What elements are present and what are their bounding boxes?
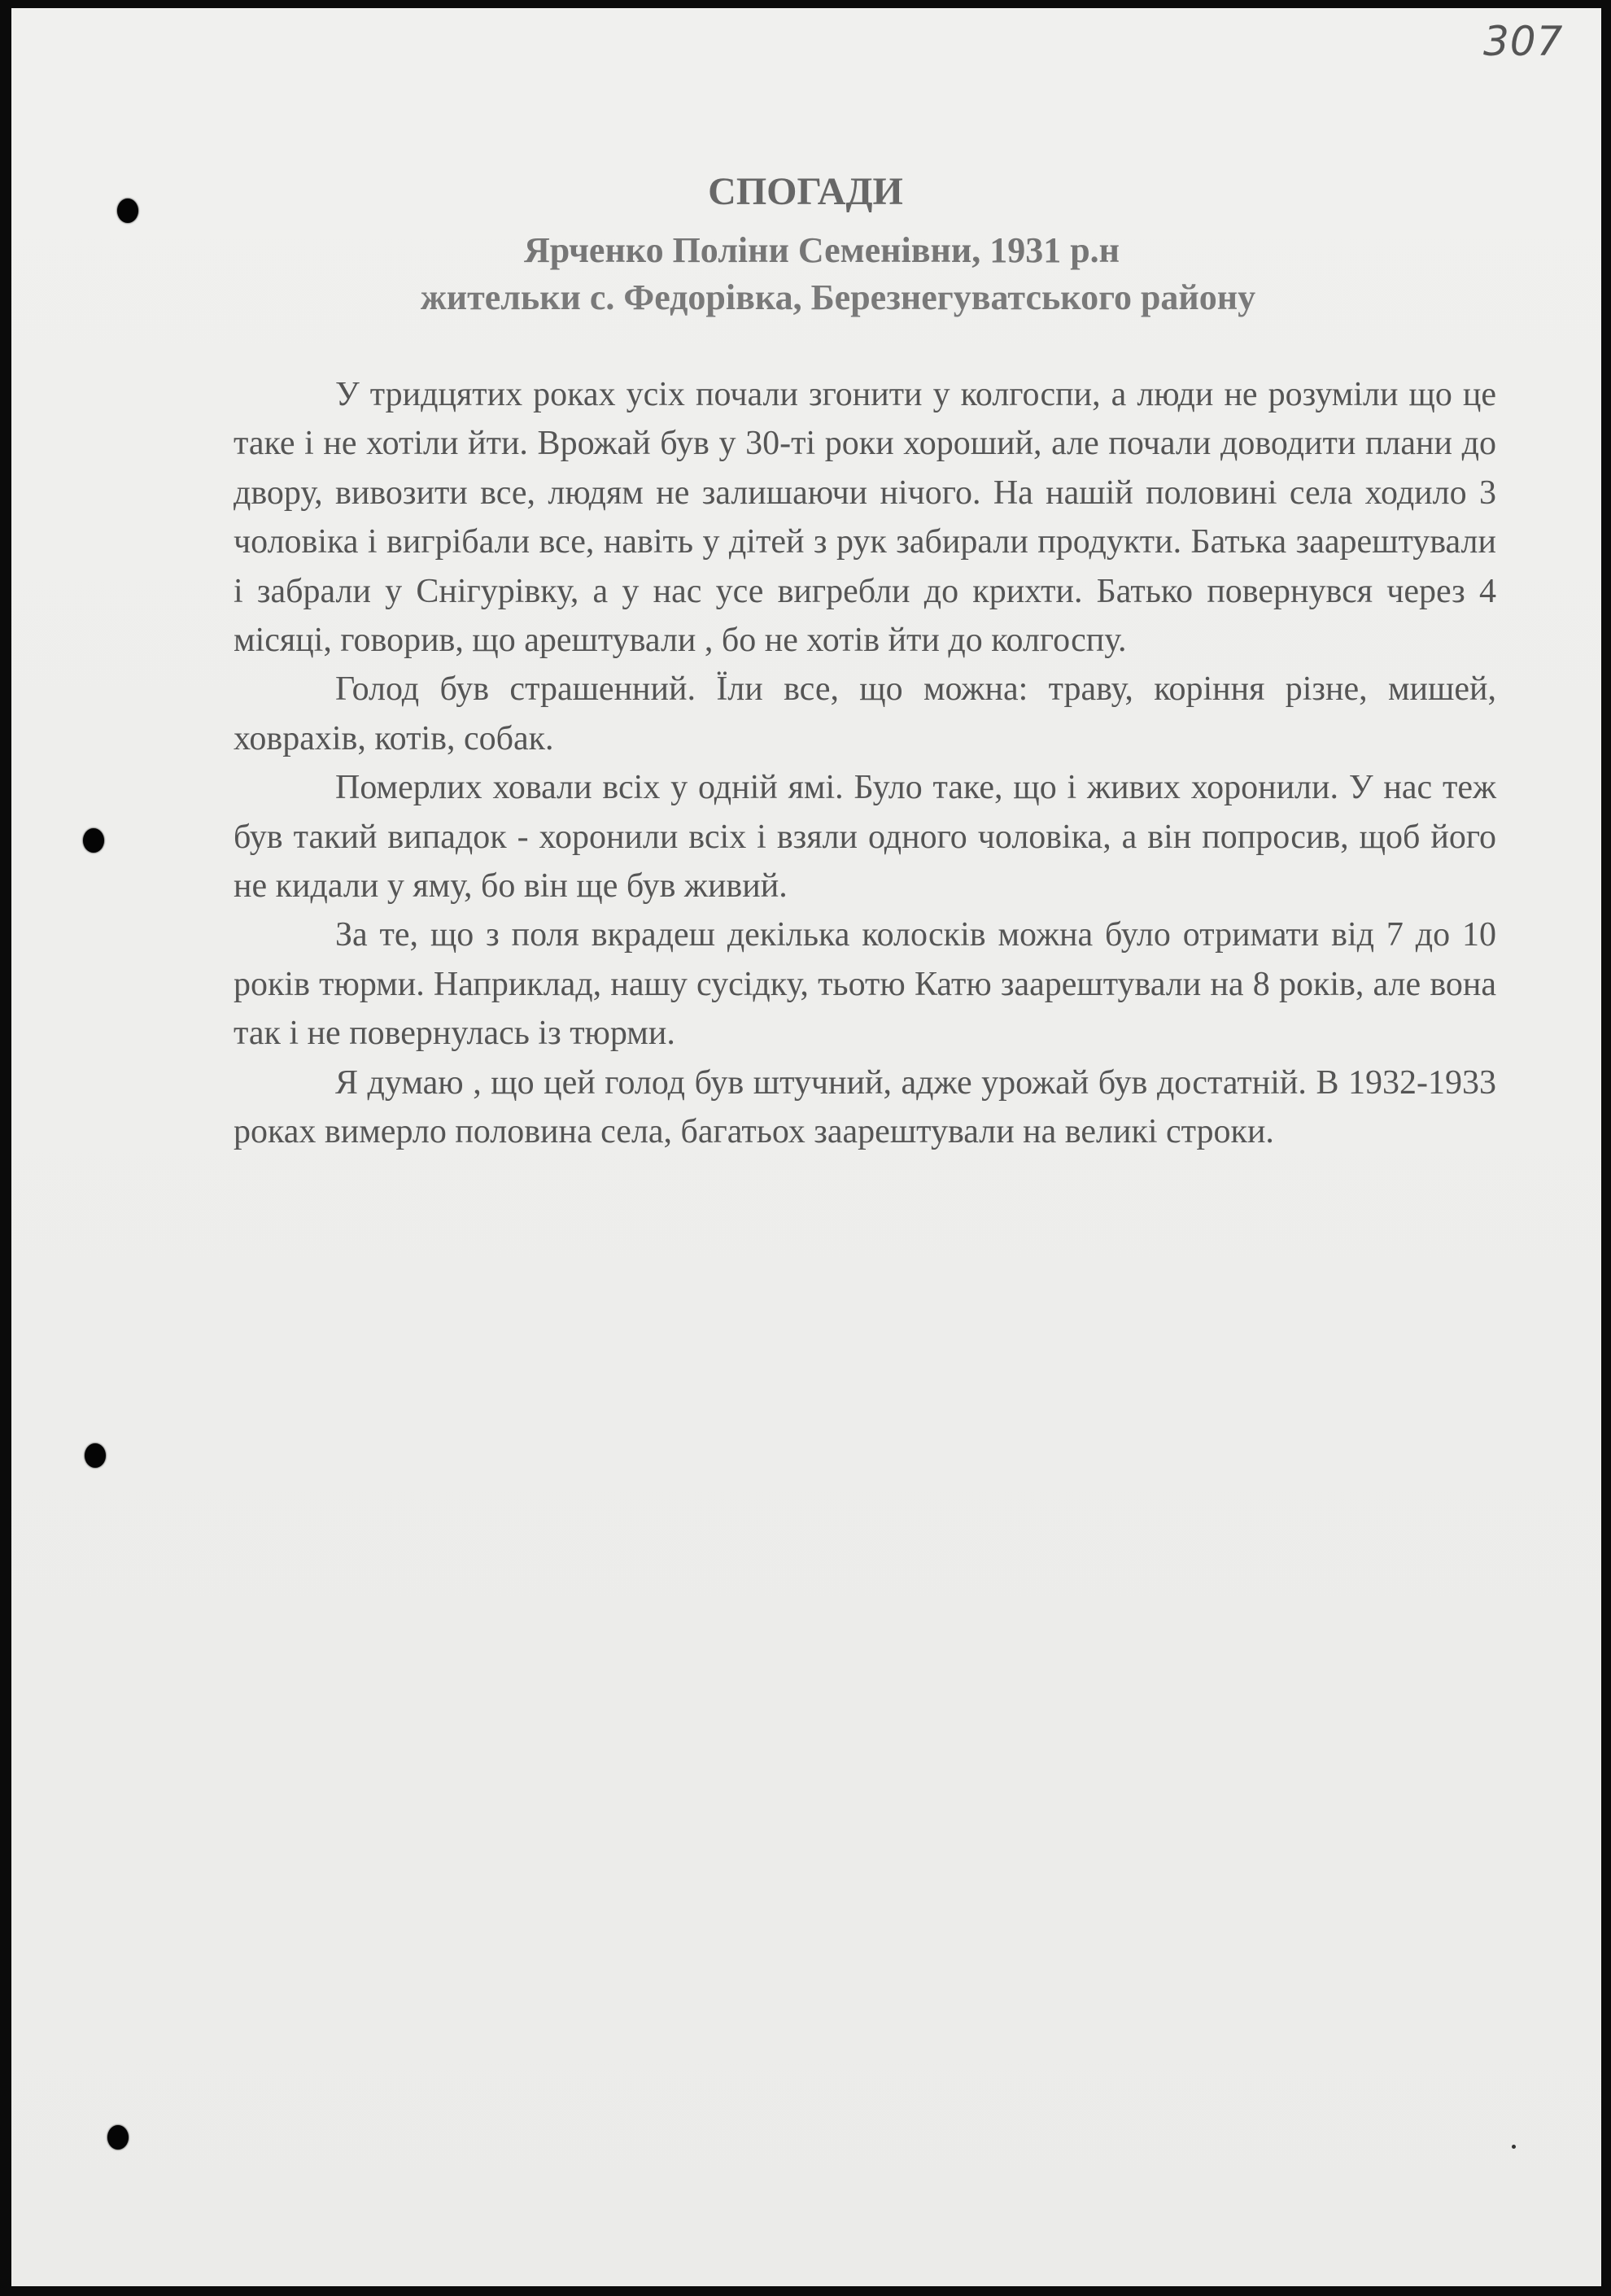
handwritten-page-number: 307	[1483, 18, 1564, 65]
document-subtitle-name: Ярченко Поліни Семенівни, 1931 р.н	[523, 230, 1120, 270]
punch-hole	[83, 828, 104, 853]
document-body	[234, 370, 1496, 1157]
paragraph: За те, що з поля вкрадеш декілька колосків можна було отримати від 7 до 10 років тюрми. Наприклад, нашу сусідку, тьотю Катю заарештували на 8 років, але вона так і не повернулась із тюрми.	[234, 916, 1496, 1053]
punch-hole	[107, 2125, 129, 2150]
paragraph: Я думаю , що цей голод був штучний, адже урожай був достатній. В 1932-1933 роках вимерло половина села, багатьох заарештували на великі строки.	[234, 1063, 1496, 1151]
document-title: СПОГАДИ	[708, 170, 903, 213]
punch-hole	[85, 1443, 106, 1468]
paper-speck	[1512, 2145, 1516, 2149]
document-subtitle-residence: жительки с. Федорівка, Березнегуватського району	[420, 277, 1256, 317]
paragraph: Голод був страшенний. Їли все, що можна: траву, коріння різне, мишей, ховрахів, котів, собак.	[234, 670, 1496, 757]
paragraph: Померлих ховали всіх у одній ямі. Було таке, що і живих хоронили. У нас теж був такий випадок - хоронили всіх і взяли одного чоловіка, а він попросив, щоб його не кидали у яму, бо він ще був живий.	[234, 769, 1496, 906]
paragraph: У тридцятих роках усіх почали згонити у колгоспи, а люди не розуміли що це таке і не хотіли йти. Врожай був у 30-ті роки хороший, але почали доводити плани до двору, вивозити все, людям не залишаючи нічого. На нашій половині села ходило 3 чоловіка і вигрібали все, навіть у дітей з рук забирали продукти. Батька заарештували і забрали у Снігурівку, а у нас усе вигребли до крихти. Батько повернувся через 4 місяці, говорив, що арештували , бо не хотів йти до колгоспу.	[234, 376, 1496, 660]
